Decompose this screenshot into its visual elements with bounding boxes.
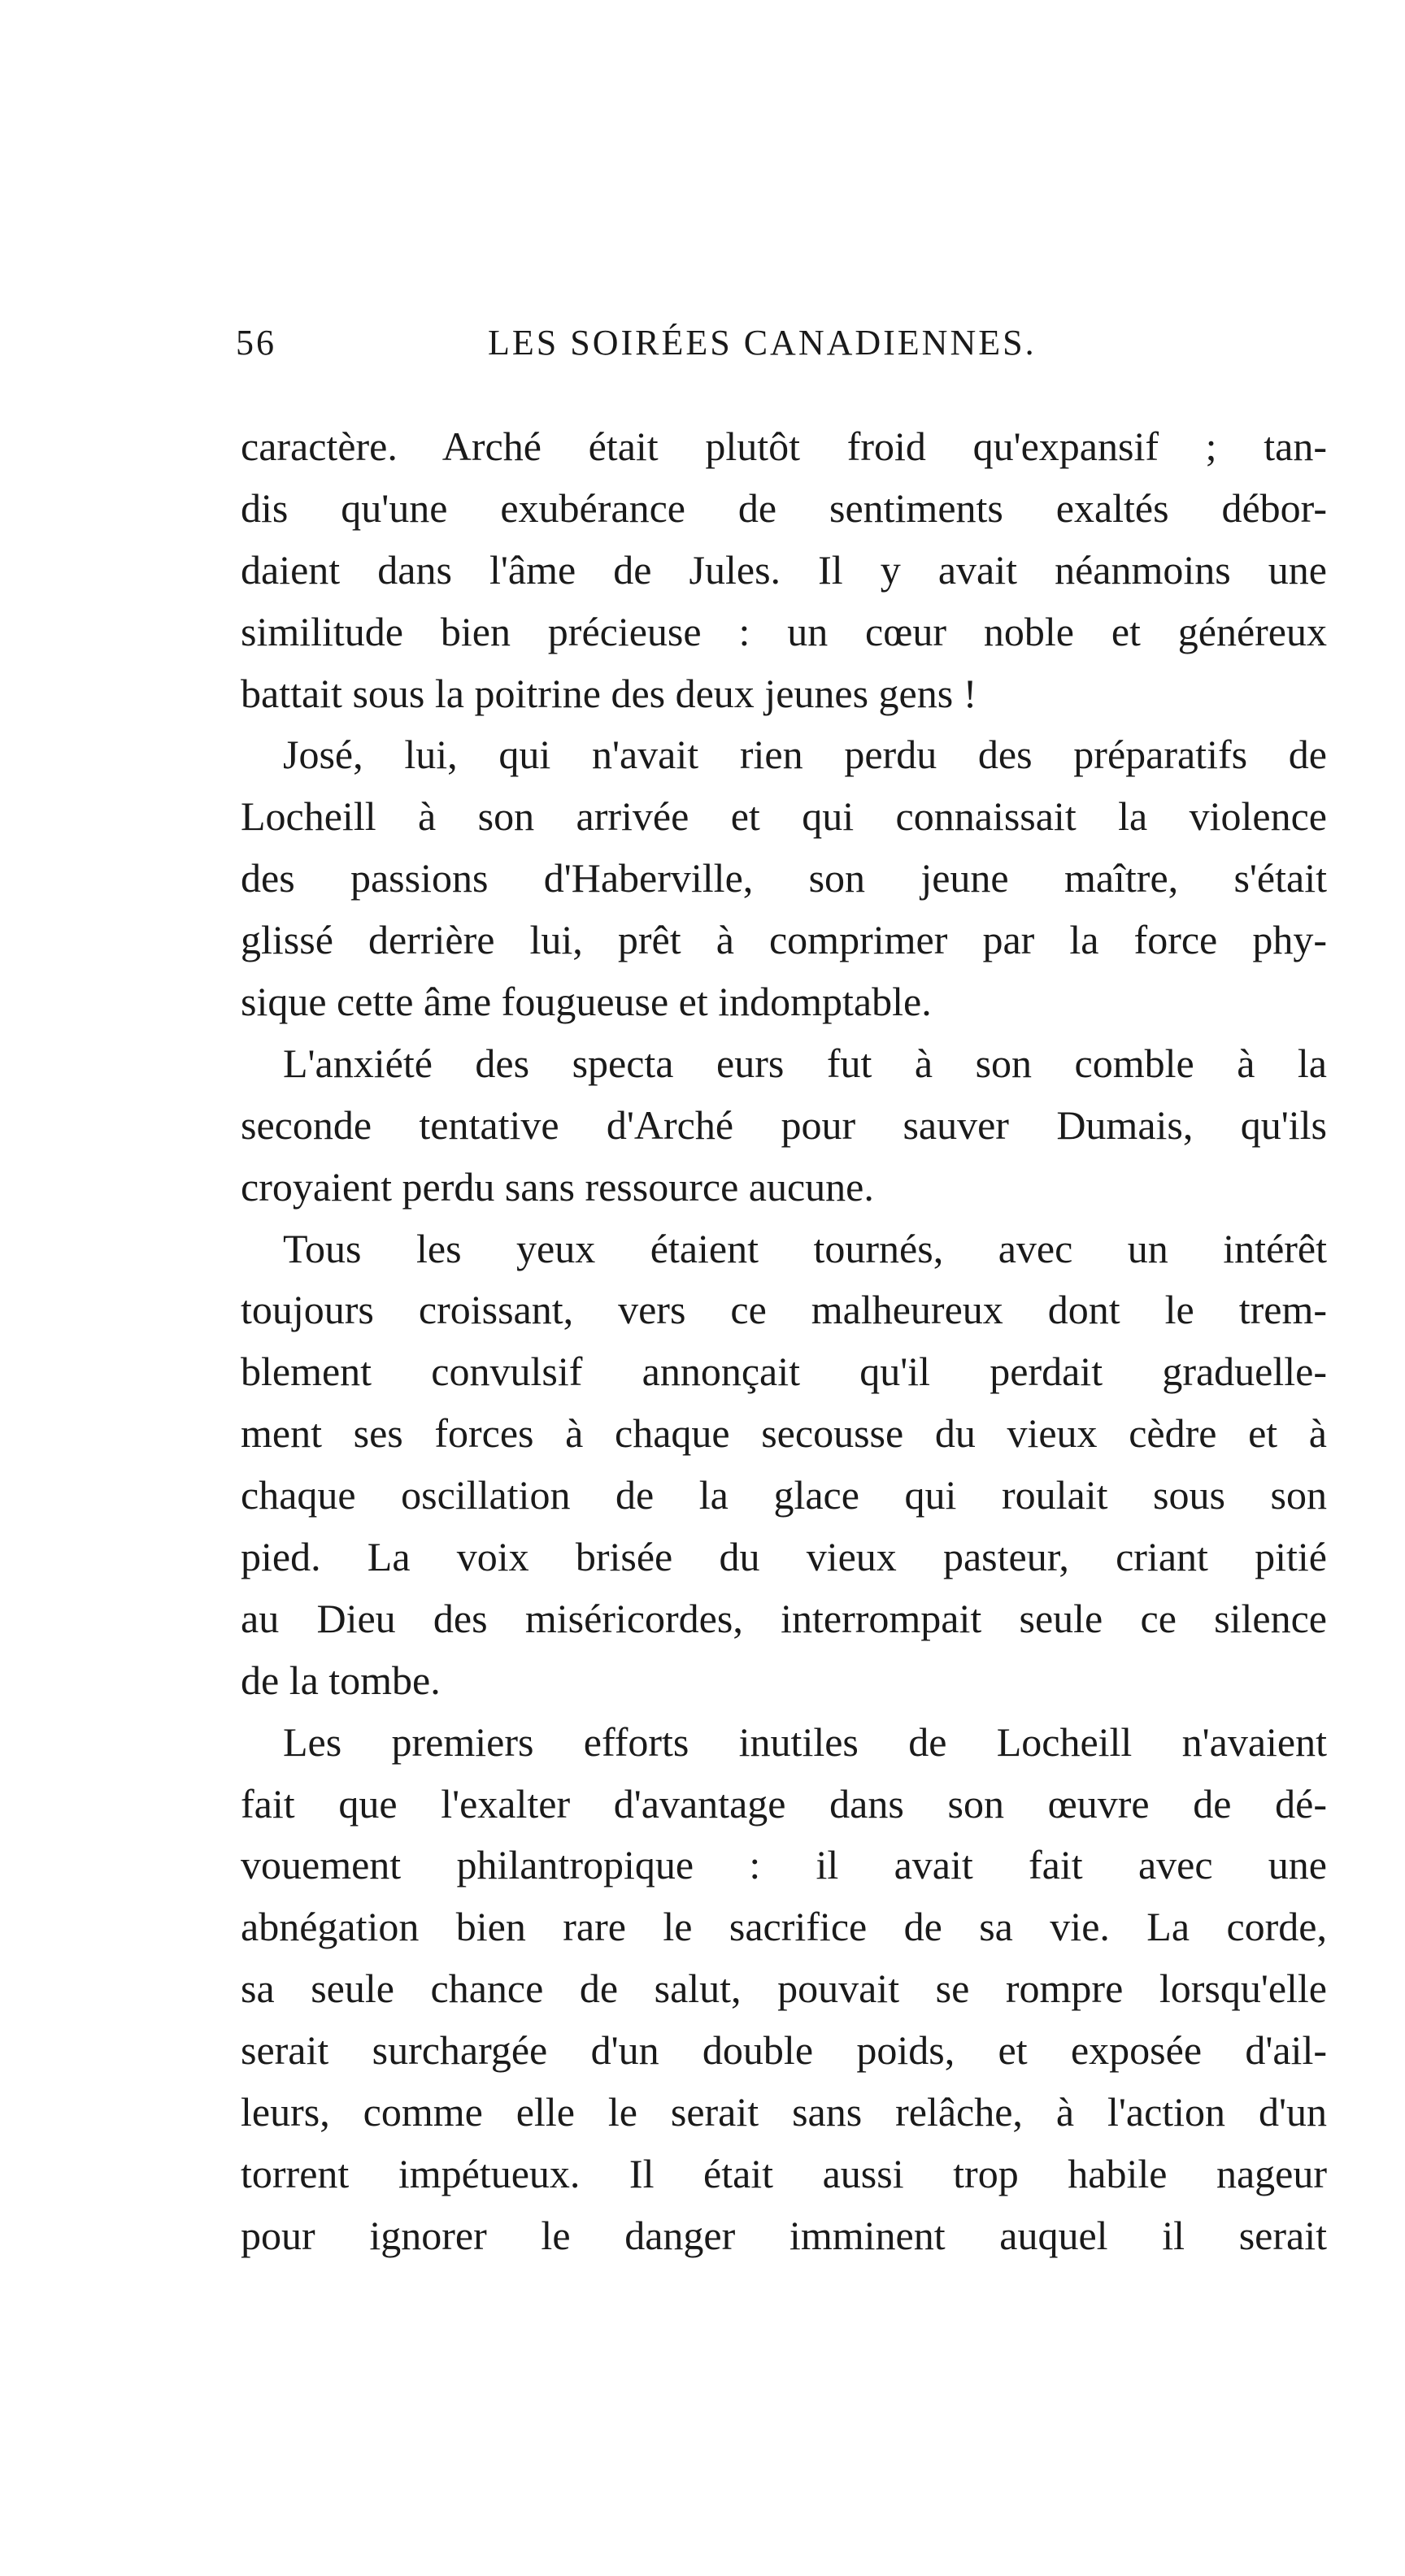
text-line: de la tombe. — [241, 1657, 441, 1703]
text-line: battait sous la poitrine des deux jeunes gens ! — [241, 670, 977, 716]
running-title: LES SOIRÉES CANADIENNES. — [488, 323, 1037, 363]
text-line: au Dieu des miséricordes, interrompait seule ce silence — [241, 1595, 1327, 1641]
text-line: pour ignorer le danger imminent auquel il serait — [241, 2212, 1327, 2258]
text-line: abnégation bien rare le sacrifice de sa vie. La corde, — [241, 1904, 1327, 1950]
text-line: glissé derrière lui, prêt à comprimer par la force phy- — [241, 917, 1327, 963]
paragraph — [241, 724, 1327, 1032]
page-number: 56 — [236, 323, 276, 363]
paragraph — [241, 416, 1327, 724]
text-line: sique cette âme fougueuse et indomptable. — [241, 979, 932, 1025]
text-line: Les premiers efforts inutiles de Locheill n'avaient — [283, 1718, 1327, 1765]
text-line: toujours croissant, vers ce malheureux dont le trem- — [241, 1287, 1327, 1333]
text-line: leurs, comme elle le serait sans relâche, à l'action d'un — [241, 2089, 1327, 2135]
paragraph — [241, 1218, 1327, 1712]
text-line: L'anxiété des specta eurs fut à son comble à la — [283, 1040, 1327, 1086]
text-line: similitude bien précieuse : un cœur noble et généreux — [241, 608, 1327, 654]
text-line: blement convulsif annonçait qu'il perdait graduelle- — [241, 1349, 1327, 1395]
page-header — [236, 322, 1325, 379]
text-line: Locheill à son arrivée et qui connaissait la violence — [241, 793, 1327, 840]
body-text — [241, 416, 1327, 2267]
text-line: chaque oscillation de la glace qui roulait sous son — [241, 1472, 1327, 1518]
text-line: sa seule chance de salut, pouvait se rompre lorsqu'elle — [241, 1966, 1327, 2012]
text-line: seconde tentative d'Arché pour sauver Dumais, qu'ils — [241, 1101, 1327, 1148]
text-line: vouement philantropique : il avait fait avec une — [241, 1842, 1327, 1888]
text-line: caractère. Arché était plutôt froid qu'expansif ; tan- — [241, 424, 1327, 469]
text-line: des passions d'Haberville, son jeune maître, s'était — [241, 855, 1327, 901]
text-line: dis qu'une exubérance de sentiments exaltés débor- — [241, 484, 1327, 531]
text-line: serait surchargée d'un double poids, et exposée d'ail- — [241, 2027, 1327, 2074]
paragraph — [241, 1033, 1327, 1218]
text-line: daient dans l'âme de Jules. Il y avait néanmoins une — [241, 546, 1327, 593]
text-line: Tous les yeux étaient tournés, avec un intérêt — [283, 1225, 1327, 1271]
text-line: ment ses forces à chaque secousse du vieux cèdre et à — [241, 1410, 1327, 1457]
text-line: José, lui, qui n'avait rien perdu des préparatifs de — [283, 732, 1327, 778]
paragraph — [241, 1712, 1327, 2267]
text-line: pied. La voix brisée du vieux pasteur, criant pitié — [241, 1534, 1327, 1580]
text-line: torrent impétueux. Il était aussi trop habile nageur — [241, 2150, 1327, 2196]
text-line: croyaient perdu sans ressource aucune. — [241, 1163, 874, 1210]
text-line: fait que l'exalter d'avantage dans son œuvre de dé- — [241, 1780, 1327, 1827]
